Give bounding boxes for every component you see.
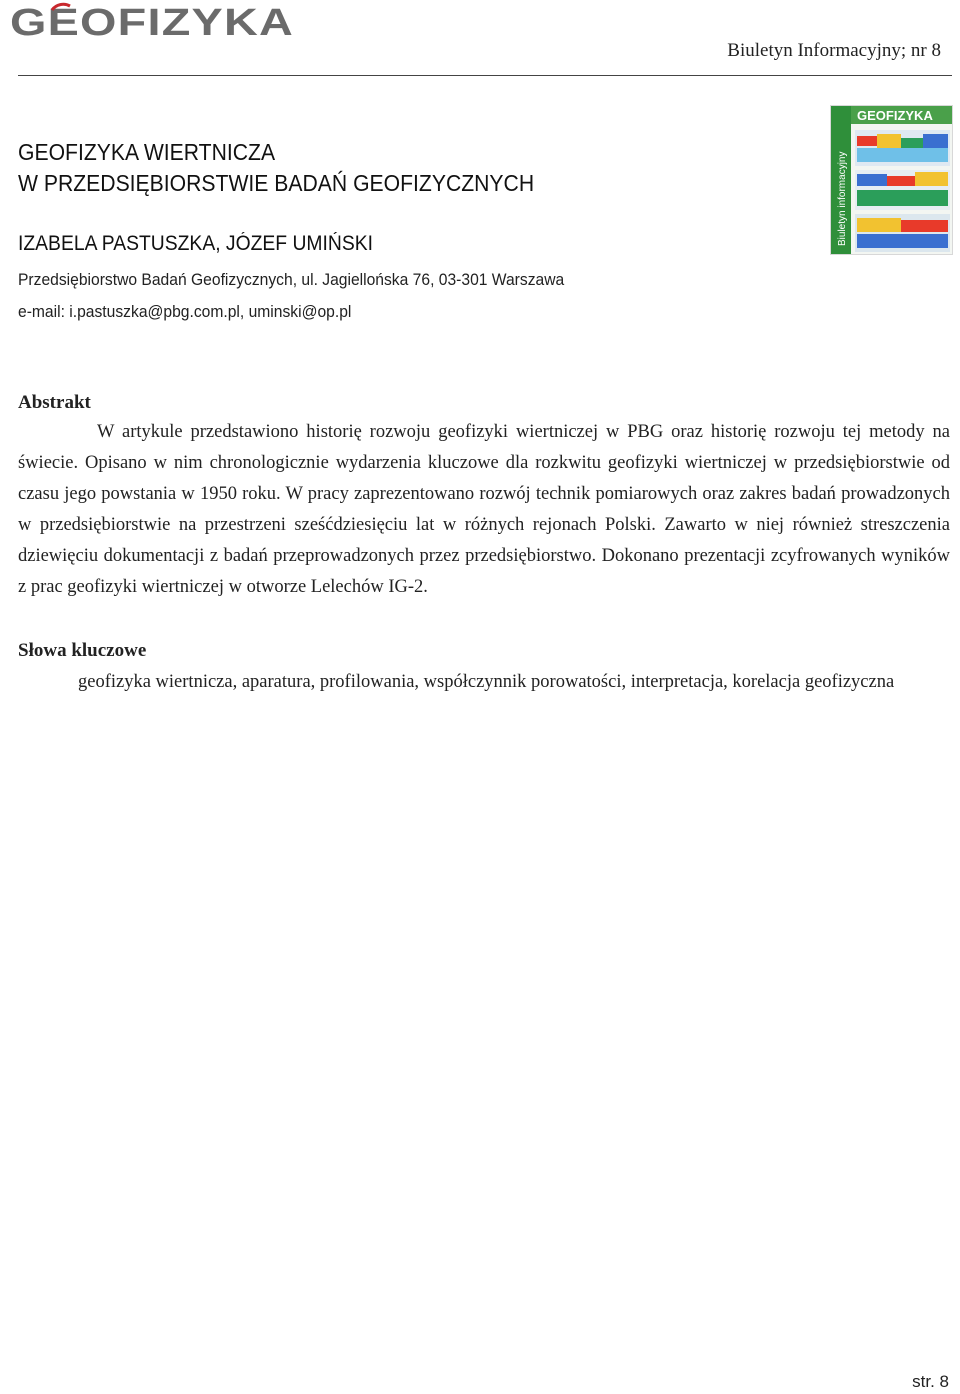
author-email: e-mail: i.pastuszka@pbg.com.pl, uminski@op.pl bbox=[18, 302, 352, 321]
keywords-text: geofizyka wiertnicza, aparatura, profilowania, współczynnik porowatości, interpretacja, korelacja geofizyczna bbox=[78, 672, 895, 692]
page-number: str. 8 bbox=[912, 1372, 949, 1391]
bulletin-title: Biuletyn Informacyjny; nr 8 bbox=[727, 40, 941, 61]
cover-spine-text: Biuletyn informacyjny bbox=[837, 151, 848, 246]
article-title-line1: GEOFIZYKA WIERTNICZA bbox=[18, 139, 276, 165]
cover-logo-text: GEOFIZYKA bbox=[857, 108, 933, 123]
abstract-heading: Abstrakt bbox=[18, 392, 91, 413]
abstract-text: W artykule przedstawiono historię rozwoju geofizyki wiertniczej w PBG oraz historię rozwoju tej metody na świecie. Opisano w nim chronologicznie wydarzenia kluczowe dla rozkwitu geofizyki wiertniczej w przedsiębiorstwie od czasu jego powstania w 1950 roku. W pracy zaprezentowano rozwój technik pomiarowych oraz zakres badań prowadzonych w przedsiębiorstwie na przestrzeni sześćdziesięciu lat w różnych rejonach Polski. Zawarto w niej również streszczenia dziewięciu dokumentacji z badań przeprowadzonych przez przedsiębiorstwo. Dokonano prezentacji zcyfrowanych wyników z prac geofizyki wiertniczej w otworze Lelechów IG-2. bbox=[18, 422, 950, 597]
author-affiliation: Przedsiębiorstwo Badań Geofizycznych, ul. Jagiellońska 76, 03-301 Warszawa bbox=[18, 270, 565, 289]
bulletin-cover-image bbox=[830, 105, 953, 255]
geofizyka-logo bbox=[8, 2, 298, 42]
header-divider bbox=[18, 75, 952, 76]
logo-wordmark: GEOFIZYKA bbox=[10, 2, 294, 42]
keywords-heading: Słowa kluczowe bbox=[18, 640, 147, 661]
article-title bbox=[18, 137, 717, 199]
article-authors: IZABELA PASTUSZKA, JÓZEF UMIŃSKI bbox=[18, 232, 373, 255]
article-title-line2: W PRZEDSIĘBIORSTWIE BADAŃ GEOFIZYCZNYCH bbox=[18, 170, 535, 196]
